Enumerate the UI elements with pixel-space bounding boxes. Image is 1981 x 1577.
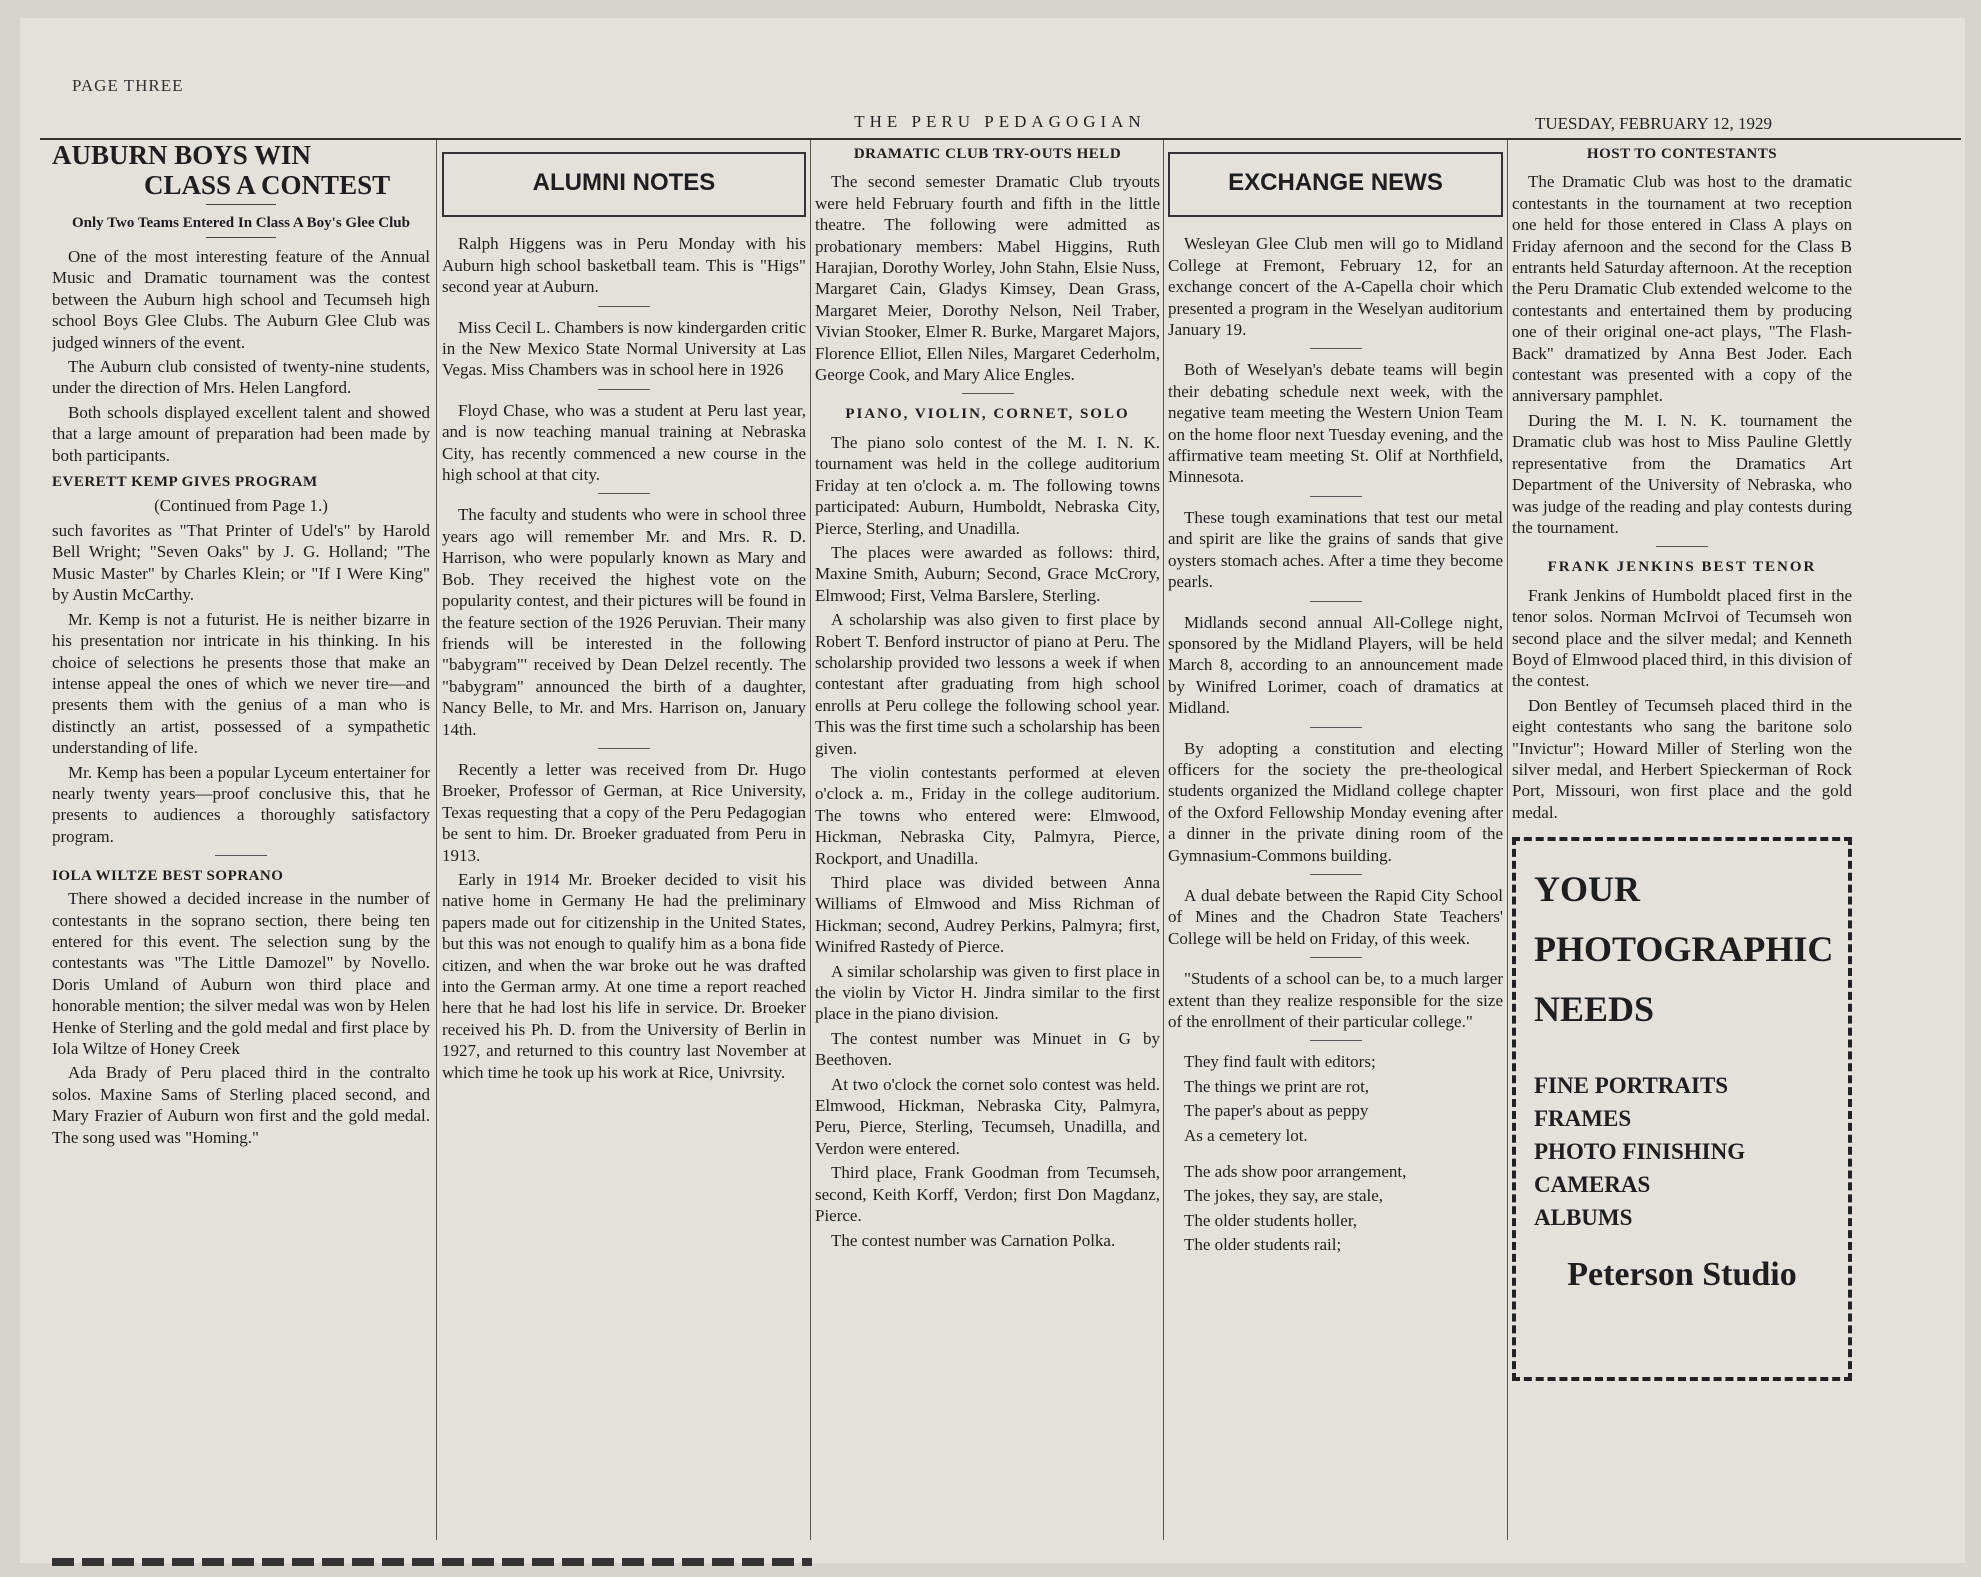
article-paragraph: A dual debate between the Rapid City School of Mines and the Chadron State Teachers' College will be held on Friday, of this week. <box>1168 885 1503 948</box>
article-paragraph: At two o'clock the cornet solo contest was held. Elmwood, Hickman, Nebraska City, Palmyra, Peru, Pierce, Sterling, Tecumseh, Unadilla, and Verdon were entered. <box>815 1074 1160 1158</box>
article-paragraph: Early in 1914 Mr. Broeker decided to visit his native home in Germany He had the preliminary papers made out for citizenship in the United States, but this was not enough to qualify him as a bona fide citizen, and when the war broke out he was drafted into the German army. At one time a report reached here that he had lost his life in service. Dr. Broeker received his Ph. D. from the University of Berlin in 1927, and returned to this country last November at which time he took up his work at Rice, Univrsity. <box>442 869 806 1082</box>
article-paragraph: The second semester Dramatic Club tryouts were held February fourth and fifth in the little theatre. The following were admitted as probationary members: Mabel Higgins, Ruth Harajian, Dorothy Worley, John Stahn, Elsie Nuss, Margaret Cain, Gladys Kimsey, Dean Grass, Margaret Meier, Dorothy Nelson, Neil Traber, Vivian Stooker, Elmer R. Burke, Margaret Majors, Florence Elliot, Ellen Niles, Margaret Cederholm, George Cook, and Mary Alice Engles. <box>815 172 1160 385</box>
article-paragraph: such favorites as "That Printer of Udel's" by Harold Bell Wright; "Seven Oaks" by J. G. Holland; "The Music Master" by Charles Klein; or "If I Were King" by Austin McCarthy. <box>52 521 430 605</box>
photo-studio-ad <box>1512 837 1852 1381</box>
article-paragraph: Ralph Higgens was in Peru Monday with his Auburn high school basketball team. This is "Higs" second year at Auburn. <box>442 234 806 297</box>
article-paragraph: The Auburn club consisted of twenty-nine students, under the direction of Mrs. Helen Langford. <box>52 357 430 398</box>
poem-line: The ads show poor arrangement, <box>1184 1162 1407 1182</box>
article-paragraph: The contest number was Carnation Polka. <box>831 1230 1116 1250</box>
headline-dramatic-club: DRAMATIC CLUB TRY-OUTS HELD <box>853 146 1122 162</box>
ad-item: FRAMES <box>1534 1106 1632 1132</box>
alumni-notes-header: ALUMNI NOTES <box>442 152 806 217</box>
article-paragraph: Recently a letter was received from Dr. Hugo Broeker, Professor of German, at Rice University, Texas requesting that a copy of the Peru Pedagogian be sent to him. Dr. Broeker graduated from Peru in 1913. <box>442 759 806 865</box>
masthead: THE PERU PEDAGOGIAN <box>854 112 1146 131</box>
article-paragraph: Don Bentley of Tecumseh placed third in the eight contestants who sang the baritone solo "Invictur"; Howard Miller of Sterling won the silver medal, and Herbert Spieckerman of Rock Port, Missouri, won first place and the gold medal. <box>1512 695 1852 822</box>
article-paragraph: Miss Cecil L. Chambers is now kindergarden critic in the New Mexico State Normal University at Las Vegas. Miss Chambers was in school here in 1926 <box>442 317 806 380</box>
poem-line: The paper's about as peppy <box>1184 1101 1369 1121</box>
article-paragraph: Third place, Frank Goodman from Tecumseh, second, Keith Korff, Verdon; first Don Magdanz, Pierce. <box>815 1163 1160 1226</box>
article-paragraph: A scholarship was also given to first place by Robert T. Benford instructor of piano at Peru. The scholarship provided two lessons a week if when contestant after graduating from high school enrolls at Peru college the following school year. This was the first time such a scholarship has been given. <box>815 610 1160 758</box>
ad-item: PHOTO FINISHING <box>1534 1139 1746 1165</box>
article-paragraph: There showed a decided increase in the number of contestants in the soprano section, there being ten entered for this event. The selection sung by the contestants was "The Little Damozel" by Novello. Doris Umland of Auburn won third place and honorable mention; the silver medal was won by Helen Henke of Sterling and the gold medal and first place by Iola Wiltze of Honey Creek <box>52 889 430 1058</box>
continued-note: (Continued from Page 1.) <box>154 496 328 516</box>
article-paragraph: Frank Jenkins of Humboldt placed first in the tenor solos. Norman McIrvoi of Tecumseh won second place and the silver medal; and Kenneth Boyd of Elmwood placed third, in this division of the contest. <box>1512 585 1852 691</box>
ad-item: CAMERAS <box>1534 1172 1651 1198</box>
article-paragraph: The violin contestants performed at eleven o'clock a. m., Friday in the college auditorium. The towns who entered were: Elmwood, Hickman, Nebraska City, Palmyra, Pierce, Rockport, and Unadilla. <box>815 762 1160 868</box>
article-paragraph: "Students of a school can be, to a much larger extent than they realize responsible for the size of the enrollment of their particular college." <box>1168 969 1503 1031</box>
poem-line: They find fault with editors; <box>1184 1052 1376 1072</box>
ad-line: NEEDS <box>1534 989 1655 1030</box>
article-paragraph: Floyd Chase, who was a student at Peru last year, and is now teaching manual training at Nebraska City, has recently commenced a new course in the high school at that city. <box>442 400 806 485</box>
column-1 <box>52 140 430 1525</box>
column-divider <box>1507 140 1508 1540</box>
article-paragraph: The piano solo contest of the M. I. N. K. tournament was held in the college auditorium Friday at ten o'clock a. m. The following towns participated: Auburn, Humboldt, Nebraska City, Pierce, Sterling, and Unadilla. <box>815 432 1160 538</box>
article-paragraph: A similar scholarship was given to first place in the violin by Victor H. Jindra similar to the first place in the piano division. <box>815 961 1160 1024</box>
article-paragraph: Midlands second annual All-College night, sponsored by the Midland Players, will be held March 8, according to an announcement made by Winifred Lorimer, coach of dramatics at Midland. <box>1168 612 1503 718</box>
article-paragraph: The faculty and students who were in school three years ago will remember Mr. and Mrs. R. D. Harrison, who were popularly known as Mary and Bob. They received the highest vote on the popularity contest, and their pictures will be found in the feature section of the 1926 Peruvian. Their many friends will be interested in the following "babygram"' received by Dean Delzel recently. The "babygram" announced the birth of a daughter, Nancy Belle, to Mr. and Mrs. Harrison on, January 14th. <box>442 505 806 739</box>
headline-auburn: AUBURN BOYS WIN CLASS A CONTEST <box>52 140 391 200</box>
poem-line: As a cemetery lot. <box>1184 1125 1308 1145</box>
ad-line: YOUR <box>1534 869 1640 910</box>
decorative-border <box>52 1558 812 1566</box>
page-label: PAGE THREE <box>72 76 184 95</box>
poem-line: The things we print are rot, <box>1184 1076 1370 1096</box>
ad-line: PHOTOGRAPHIC <box>1534 929 1834 970</box>
article-paragraph: These tough examinations that test our metal and spirit are like the grains of sands that give oysters stomach aches. After a time they become pearls. <box>1168 507 1503 592</box>
dateline: TUESDAY, FEBRUARY 12, 1929 <box>1535 114 1772 133</box>
article-paragraph: Wesleyan Glee Club men will go to Midland College at Fremont, February 12, for an exchange concert of the A-Capella choir which presented a program in the Weselyan auditorium January 19. <box>1168 234 1503 340</box>
ad-item: FINE PORTRAITS <box>1534 1073 1729 1099</box>
article-paragraph: Both schools displayed excellent talent and showed that a large amount of preparation had been made by both participants. <box>52 402 430 465</box>
article-paragraph: The contest number was Minuet in G by Beethoven. <box>815 1028 1160 1070</box>
article-paragraph: The places were awarded as follows: third, Maxine Smith, Auburn; Second, Grace McCrory, Elmwood; First, Velma Barslere, Sterling. <box>815 542 1160 605</box>
column-3 <box>815 140 1160 1535</box>
article-paragraph: By adopting a constitution and electing officers for the society the pre-theological students organized the Midland college chapter of the Oxford Fellowship Monday evening after a dinner in the private dining room of the Gymnasium-Commons building. <box>1168 738 1503 865</box>
ad-item: ALBUMS <box>1534 1205 1633 1231</box>
column-5 <box>1512 140 1852 1535</box>
article-paragraph: Third place was divided between Anna Williams of Elmwood and Miss Richman of Hickman; second, Audrey Perkins, Palmyra; first, Winifred Rastedy of Pierce. <box>815 873 1160 957</box>
article-paragraph: Mr. Kemp has been a popular Lyceum entertainer for nearly twenty years—proof conclusive this, that he presents to audiences a thoroughly satisfactory program. <box>52 762 430 846</box>
headline-tenor: FRANK JENKINS BEST TENOR <box>1547 559 1817 576</box>
article-paragraph: Both of Weselyan's debate teams will begin their debating schedule next week, with the negative team meeting the Western Union Team on the home floor next Tuesday evening, and the affirmative team meeting St. Olif at Northfield, Minnesota. <box>1168 360 1503 487</box>
headline-iola: IOLA WILTZE BEST SOPRANO <box>52 868 284 885</box>
poem-line: The older students holler, <box>1184 1210 1358 1230</box>
exchange-news-header: EXCHANGE NEWS <box>1168 152 1503 217</box>
headline-host: HOST TO CONTESTANTS <box>1586 146 1778 162</box>
column-2 <box>442 140 806 1535</box>
subhead: Only Two Teams Entered In Class A Boy's Glee Club <box>72 215 410 231</box>
poem-line: The older students rail; <box>1184 1235 1342 1255</box>
headline-kemp: EVERETT KEMP GIVES PROGRAM <box>52 474 318 491</box>
headline-piano: PIANO, VIOLIN, CORNET, SOLO <box>845 406 1130 423</box>
poem-line: The jokes, they say, are stale, <box>1184 1186 1384 1206</box>
article-paragraph: One of the most interesting feature of the Annual Music and Dramatic tournament was the contest between the Auburn high school and Tecumseh high school Boys Glee Clubs. The Auburn Glee Club was judged winners of the event. <box>52 247 430 352</box>
article-paragraph: During the M. I. N. K. tournament the Dramatic club was host to Miss Pauline Glettly representative from the Dramatics Art Department of the University of Nebraska, who was judge of the reading and play contests during the tournament. <box>1512 410 1852 537</box>
column-divider <box>810 140 811 1540</box>
article-paragraph: Mr. Kemp is not a futurist. He is neither bizarre in his presentation nor intricate in his thinking. In his choice of selections he presents those that make an intense appeal the ones of which we never tire—and presents them with the genius of a man who is distinctly an artist, possessed of a sympathetic understanding of life. <box>52 609 430 758</box>
article-paragraph: The Dramatic Club was host to the dramatic contestants in the tournament at two reception one held for those entered in Class A plays on Friday afernoon and the second for the Class B entrants held Saturday afternoon. At the reception the Peru Dramatic Club extended welcome to the contestants and entertained them by producing one of their original one-act plays, "The Flash-Back" dramatized by Anna Best Joder. Each contestant was presented with a copy of the anniversary pamphlet. <box>1512 172 1852 406</box>
article-paragraph: Ada Brady of Peru placed third in the contralto solos. Maxine Sams of Sterling placed second, and Mary Frazier of Auburn won first and the gold medal. The song used was "Homing." <box>52 1063 430 1147</box>
column-divider <box>436 140 437 1540</box>
ad-studio-name: Peterson Studio <box>1567 1256 1797 1294</box>
column-4 <box>1168 140 1503 1535</box>
column-divider <box>1163 140 1164 1540</box>
